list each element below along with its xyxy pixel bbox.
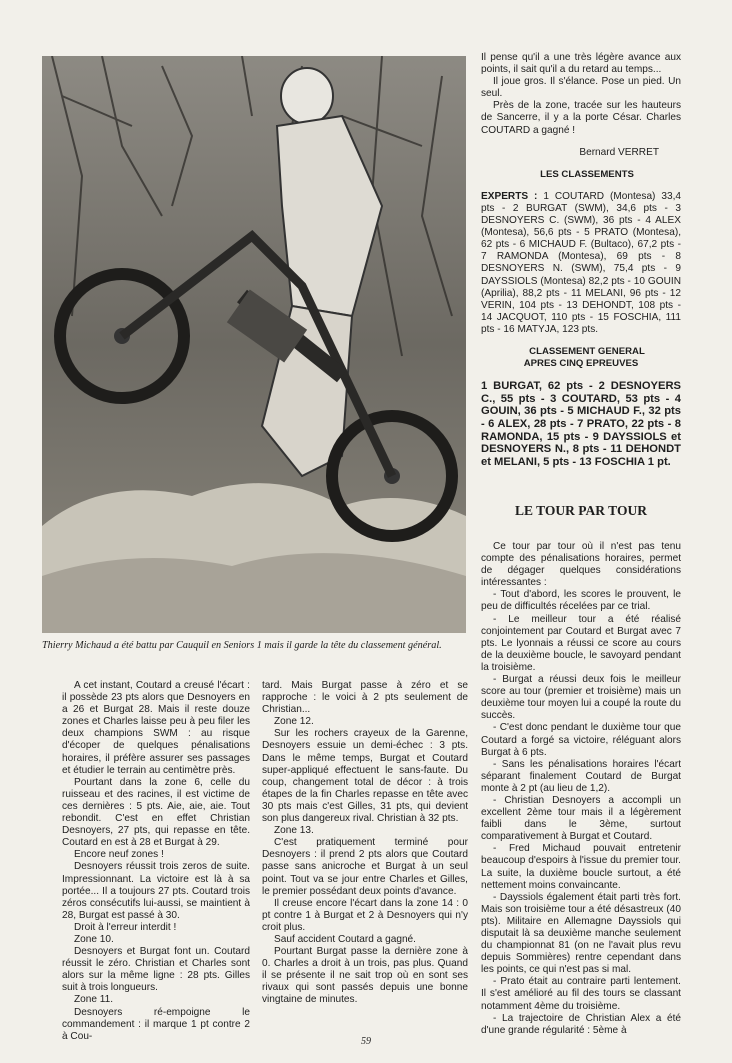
article-column-4 bbox=[481, 541, 681, 1037]
paragraph: Encore neuf zones ! bbox=[74, 849, 164, 861]
article-column-3 bbox=[481, 52, 681, 468]
paragraph: tard. Mais Burgat passe à zéro et se rapproche : le voici à 2 pts seulement de Christian... bbox=[262, 680, 468, 716]
paragraph: - Dayssiols également était parti très fort. Mais son troisième tour a été désastreux (40 pts). Militaire en Allemagne Dayssiols qui disputait là sa deuxième manche seulement du championnat 81 (on ne l'avait plus revu depuis Sommières) rentre cependant dans les points, ce qui n'est pas si mal. bbox=[481, 891, 681, 976]
classements-heading: LES CLASSEMENTS bbox=[540, 168, 634, 180]
paragraph: Il creuse encore l'écart dans la zone 14 : 0 pt contre 1 à Burgat et 2 à Desnoyers qui n'y croit plus. bbox=[262, 897, 468, 933]
paragraph: - La trajectoire de Christian Alex a été d'une grande régularité : 5ème à bbox=[481, 1012, 681, 1036]
paragraph: Zone 13. bbox=[274, 825, 314, 837]
paragraph: Desnoyers réussit trois zeros de suite. Impressionnant. La victoire est là à sa portée... Il a toujours 27 pts. Coutard trois zéros consécutifs lui-aussi, se maintient à 28, Burgat est passé à 30. bbox=[62, 861, 250, 921]
paragraph: Zone 10. bbox=[74, 933, 114, 945]
general-heading-2: APRES CINQ EPREUVES bbox=[523, 358, 639, 370]
paragraph: Pourtant Burgat passe la dernière zone à 0. Charles a droit à un trois, pas plus. Quand il se présente il ne sait trop où en sont ses rivaux qui sont passés depuis une bonne vingtaine de minutes. bbox=[262, 946, 468, 1006]
paragraph: - Fred Michaud pouvait entretenir beaucoup d'espoirs à l'issue du premier tour. La suite, la duxième boucle surtout, a été nettement moins convaincante. bbox=[481, 843, 681, 891]
photo-caption: Thierry Michaud a été battu par Cauquil en Seniors 1 mais il garde la tête du classement général. bbox=[42, 640, 442, 651]
paragraph: Il pense qu'il a une très légère avance aux points, il sait qu'il a du retard au temps... bbox=[481, 52, 681, 76]
paragraph: - Sans les pénalisations horaires l'écart séparant finalement Coutard de Burgat monte à 2 pt (au lieu de 1,2). bbox=[481, 758, 681, 794]
paragraph: Ce tour par tour où il n'est pas tenu compte des pénalisations horaires, permet de dégager quelques considérations intéressantes : bbox=[481, 541, 681, 589]
paragraph: Droit à l'erreur interdit ! bbox=[74, 921, 177, 933]
rider-on-rocks-image bbox=[42, 56, 466, 633]
paragraph: Sur les rochers crayeux de la Garenne, Desnoyers essuie un demi-échec : 3 pts. Dans le même temps, Burgat et Coutard super-appliqué effectuent le sans-faute. Du coup, changement total de décor : à trois étapes de la fin Charles repasse en tête avec 30 pts mais c'est Gilles, 31 pts, qui devient son plus dangereux rival. Christian à 32 pts. bbox=[262, 728, 468, 825]
paragraph: - Prato était au contraire parti lentement. Il s'est amélioré au fil des tours se classant notamment 4ème du troisième. bbox=[481, 976, 681, 1012]
experts-label: EXPERTS : bbox=[481, 190, 538, 202]
paragraph: - Burgat a réussi deux fois le meilleur score au tour (premier et troisième) mais un deuxième tour moyen lui a coupé la route du succès. bbox=[481, 674, 681, 722]
section-title: LE TOUR PAR TOUR bbox=[515, 503, 647, 518]
paragraph: Zone 11. bbox=[74, 994, 114, 1006]
general-heading-1: CLASSEMENT GENERAL bbox=[529, 345, 645, 357]
trial-motorcycle-photo bbox=[42, 56, 466, 633]
paragraph: Il joue gros. Il s'élance. Pose un pied. Un seul. bbox=[481, 76, 681, 100]
paragraph: A cet instant, Coutard a creusé l'écart : il possède 23 pts alors que Desnoyers en a 26 et Burgat 28. Mais il reste douze zones et Charles laisse peu à peu filer les deux champions SWM : au risque d'écoper de quelques pénalisations horaires, il préfère assurer ses passages et étudier le terrain au centimètre près. bbox=[62, 680, 250, 776]
author-signature: Bernard VERRET bbox=[579, 146, 659, 158]
general-results: 1 BURGAT, 62 pts - 2 DESNOYERS C., 55 pts - 3 COUTARD, 53 pts - 4 GOUIN, 36 pts - 5 MICHAUD F., 32 pts - 6 ALEX, 28 pts - 7 PRATO, 22 pts - 8 RAMONDA, 15 pts - 9 DAYSSIOLS et DESNOYERS N., 8 pts - 11 DEHONDT et MELANI, 5 pts - 13 FOSCHIA 1 pt. bbox=[481, 380, 681, 468]
paragraph: Desnoyers et Burgat font un. Coutard réussit le zéro. Christian et Charles sont alors sur la même ligne : 28 pts. Gilles suit à trois longueurs. bbox=[62, 946, 250, 994]
paragraph: C'est pratiquement terminé pour Desnoyers : il prend 2 pts alors que Coutard passe sans anicroche et Burgat à un seul point. Tout va se jour entre Charles et Gilles, le premier possédant deux points d'avance. bbox=[262, 837, 468, 897]
experts-text: 1 COUTARD (Montesa) 33,4 pts - 2 BURGAT (SWM), 34,6 pts - 3 DESNOYERS C. (SWM), 36 pts - 4 ALEX (Montesa), 56,6 pts - 5 PRATO (Montesa), 62 pts - 6 MICHAUD F. (Bultaco), 67,2 pts - 7 RAMONDA (Montesa), 69 pts - 8 DESNOYERS N. (SWM), 75,4 pts - 9 DAYSSIOLS (Montesa) 82,2 pts - 10 GOUIN (Aprilia), 88,2 pts - 11 MELANI, 96 pts - 12 VERIN, 104 pts - 13 DEHONDT, 108 pts - 14 JACQUOT, 110 pts - 15 FOSCHIA, 111 pts - 16 MATYJA, 123 pts. bbox=[481, 190, 681, 335]
paragraph: - Le meilleur tour a été réalisé conjointement par Coutard et Burgat avec 7 pts. Le lyonnais a réussi ce score au cours de la deuxième boucle, le savoyard pendant la troisième. bbox=[481, 613, 681, 673]
paragraph: Desnoyers ré-empoigne le commandement : il marque 1 pt contre 2 à Cou- bbox=[62, 1006, 250, 1042]
paragraph: Zone 12. bbox=[274, 716, 314, 728]
page-number: 59 bbox=[361, 1036, 371, 1047]
experts-results bbox=[481, 191, 681, 336]
paragraph: - Tout d'abord, les scores le prouvent, le peu de difficultés récelées par ce trial. bbox=[481, 589, 681, 613]
paragraph: Pourtant dans la zone 6, celle du ruisseau et des racines, il est victime de ces dernières : 5 pts. Aie, aie, aie. Tout rebondit. C'est en effet Christian Desnoyers, 27 pts, qui repasse en tête. Coutard en est à 28 et Burgat à 29. bbox=[62, 776, 250, 849]
paragraph: - Christian Desnoyers a accompli un excellent 2ème tour mais il a légèrement faibli dans le 3ème, surtout comparativement à Burgat et Coutard. bbox=[481, 794, 681, 843]
paragraph: Près de la zone, tracée sur les hauteurs de Sancerre, il y a la porte César. Charles COUTARD a gagné ! bbox=[481, 100, 681, 136]
paragraph: - C'est donc pendant le duxième tour que Coutard a forgé sa victoire, réléguant alors Burgat à 6 pts. bbox=[481, 722, 681, 758]
article-column-2 bbox=[262, 680, 468, 1007]
paragraph: Sauf accident Coutard a gagné. bbox=[274, 933, 416, 945]
article-column-1 bbox=[62, 680, 250, 1043]
